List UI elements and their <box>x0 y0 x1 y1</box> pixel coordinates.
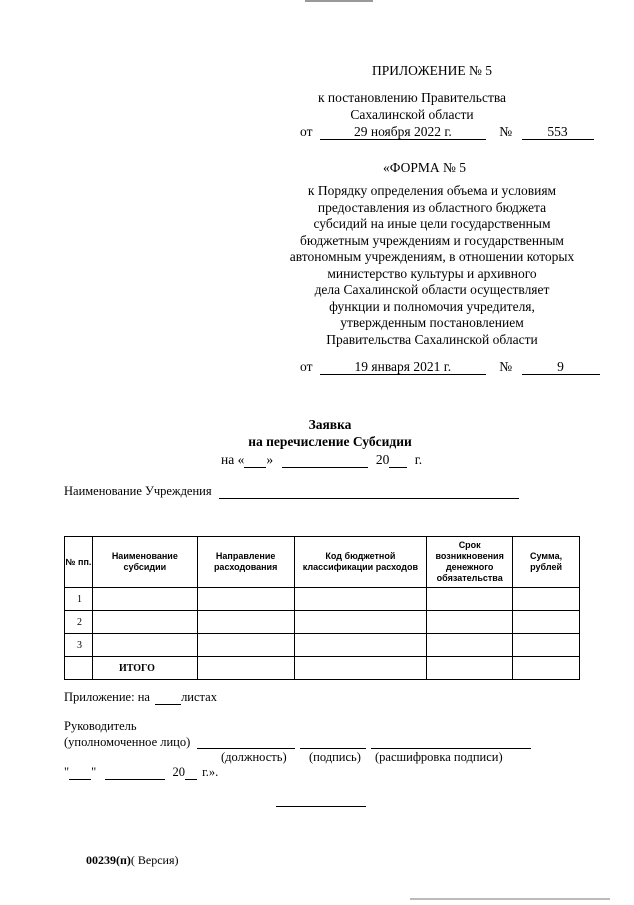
form-line: предоставления из областного бюджета <box>317 199 547 215</box>
header-obligation-term: Срок возникновения денежного обязательства <box>427 537 513 588</box>
attachment-row <box>64 690 217 705</box>
year-suffix: г. <box>414 452 423 467</box>
row-number: 2 <box>65 611 93 634</box>
document-code: 00239(п) <box>86 853 131 867</box>
form-date-row <box>300 359 600 375</box>
header-spending-direction: Направление расходования <box>197 537 294 588</box>
table-cell[interactable] <box>427 634 513 657</box>
form-line: функции и полномочия учредителя, <box>329 298 535 314</box>
decree-number: 553 <box>522 125 594 140</box>
form-line: утвержденным постановлением <box>340 315 524 330</box>
table-cell[interactable] <box>92 611 197 634</box>
footer <box>86 853 179 868</box>
appendix-header-block <box>312 90 512 123</box>
sign-year-suffix: г.». <box>202 765 219 779</box>
table-row <box>65 611 580 634</box>
table-cell[interactable] <box>197 588 294 611</box>
table-cell[interactable] <box>294 634 427 657</box>
request-title: Заявка <box>308 417 352 432</box>
decode-caption: (расшифровка подписи) <box>375 750 503 764</box>
header-number: № пп. <box>65 537 93 588</box>
form-line: субсидий на иные цели государственным <box>313 216 551 231</box>
request-subtitle: на перечисление Субсидии <box>248 434 412 449</box>
head-label: Руководитель <box>64 719 137 733</box>
signature-line[interactable] <box>300 748 366 749</box>
day-field[interactable] <box>244 453 266 468</box>
from-label: от <box>300 359 313 374</box>
form-title: «ФОРМА № 5 <box>383 160 466 175</box>
row-number: 1 <box>65 588 93 611</box>
table-cell[interactable] <box>294 588 427 611</box>
scan-mark-top <box>305 0 373 2</box>
quote-open: " <box>64 765 70 779</box>
position-caption: (должность) <box>221 750 287 764</box>
form-line: Правительства Сахалинской области <box>326 331 538 347</box>
appendix-date-row <box>300 124 594 140</box>
signature-caption: (подпись) <box>309 750 361 764</box>
form-description <box>262 183 602 348</box>
form-decree-number: 9 <box>522 360 600 375</box>
table-cell[interactable] <box>427 588 513 611</box>
closing-divider <box>276 806 366 807</box>
table-cell[interactable] <box>513 588 580 611</box>
table-cell[interactable] <box>513 611 580 634</box>
authorized-label: (уполномоченное лицо) <box>64 735 191 749</box>
form-line: автономным учреждениям, в отношении которых <box>289 249 575 264</box>
number-label: № <box>499 124 513 139</box>
document-version: ( Версия) <box>130 853 179 867</box>
table-cell[interactable] <box>427 657 513 680</box>
table-cell[interactable] <box>92 634 197 657</box>
table-cell[interactable] <box>197 657 294 680</box>
row-number: 3 <box>65 634 93 657</box>
month-field[interactable] <box>282 453 368 468</box>
table-cell[interactable] <box>294 657 427 680</box>
position-line[interactable] <box>197 748 295 749</box>
table-cell[interactable] <box>197 634 294 657</box>
request-date-row <box>221 452 422 468</box>
total-row <box>65 657 580 680</box>
table-cell <box>65 657 93 680</box>
decode-line[interactable] <box>371 748 531 749</box>
sign-year-field[interactable] <box>185 765 197 780</box>
header-subsidy-name: Наименование субсидии <box>92 537 197 588</box>
sign-year-prefix: 20 <box>172 765 185 779</box>
form-line: дела Сахалинской области осуществляет <box>314 282 550 297</box>
scan-mark-bottom <box>410 898 610 900</box>
table-cell[interactable] <box>294 611 427 634</box>
quote-close: " <box>91 765 97 779</box>
table-row <box>65 634 580 657</box>
form-line: министерство культуры и архивного <box>327 265 537 281</box>
form-line: к Порядку определения объема и условиям <box>307 183 557 198</box>
year-field[interactable] <box>389 453 407 468</box>
total-label: ИТОГО <box>92 657 197 680</box>
attachment-prefix: Приложение: на <box>64 690 150 704</box>
table-cell[interactable] <box>427 611 513 634</box>
appendix-line-1: к постановлению Правительства <box>317 90 507 105</box>
table-cell[interactable] <box>513 657 580 680</box>
header-amount: Сумма, рублей <box>513 537 580 588</box>
number-label: № <box>499 359 513 374</box>
form-line: бюджетным учреждениям и государственным <box>300 232 564 248</box>
table-cell[interactable] <box>92 588 197 611</box>
table-row <box>65 588 580 611</box>
date-mid: » <box>266 452 274 467</box>
form-decree-date: 19 января 2021 г. <box>320 360 486 375</box>
header-budget-code: Код бюджетной классификации расходов <box>294 537 427 588</box>
institution-label: Наименование Учреждения <box>64 484 212 498</box>
year-prefix: 20 <box>375 452 390 467</box>
appendix-line-2: Сахалинской области <box>350 106 474 122</box>
table-cell[interactable] <box>197 611 294 634</box>
sign-day-field[interactable] <box>69 765 91 780</box>
date-prefix: на « <box>221 452 245 467</box>
institution-row <box>64 484 519 499</box>
institution-name-field[interactable] <box>219 484 519 499</box>
attachment-suffix: листах <box>181 690 217 704</box>
table-cell[interactable] <box>513 634 580 657</box>
signature-date-row <box>64 765 218 780</box>
subsidy-table <box>64 536 580 680</box>
sign-month-field[interactable] <box>105 765 165 780</box>
appendix-title: ПРИЛОЖЕНИЕ № 5 <box>372 63 493 78</box>
from-label: от <box>300 124 313 139</box>
decree-date: 29 ноября 2022 г. <box>320 125 486 140</box>
sheets-count-field[interactable] <box>155 690 181 705</box>
